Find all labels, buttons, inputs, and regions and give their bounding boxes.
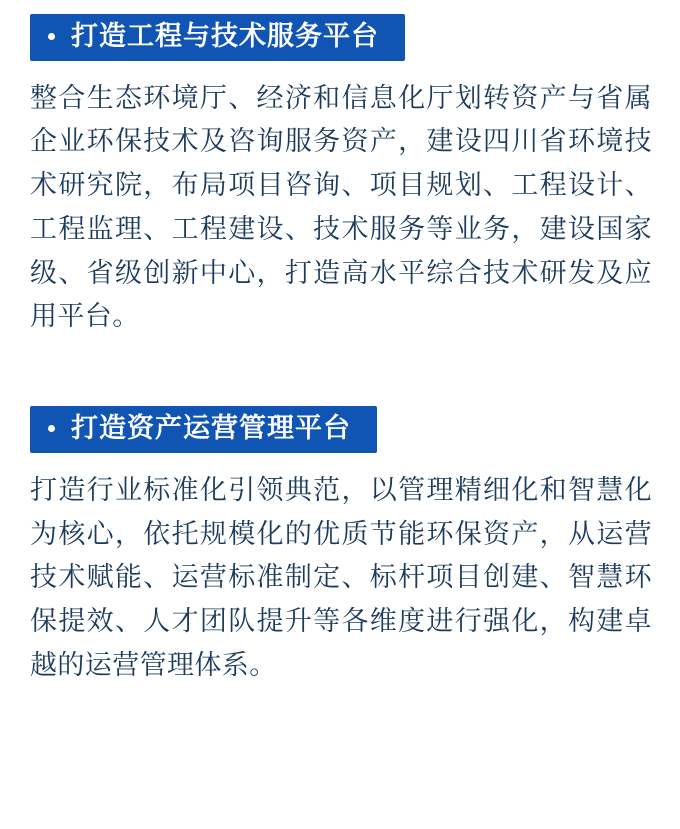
section-heading-2 bbox=[30, 406, 377, 453]
dot-icon bbox=[48, 33, 55, 40]
section-body-2: 打造行业标准化引领典范，以管理精细化和智慧化为核心，依托规模化的优质节能环保资产，从运营技术赋能、运营标准制定、标杆项目创建、智慧环保提效、人才团队提升等各维度进行强化，构建卓越的运营管理体系。 bbox=[30, 474, 652, 680]
section-heading-2-label: 打造资产运营管理平台 bbox=[71, 413, 351, 444]
section-asset-operation-management bbox=[30, 406, 652, 714]
section-engineering-tech-service bbox=[30, 14, 652, 366]
section-body-1: 整合生态环境厅、经济和信息化厅划转资产与省属企业环保技术及咨询服务资产，建设四川省环境技术研究院，布局项目咨询、项目规划、工程设计、工程监理、工程建设、技术服务等业务，建设国家级、省级创新中心，打造高水平综合技术研发及应用平台。 bbox=[30, 82, 652, 332]
section-heading-1 bbox=[30, 14, 405, 61]
section-heading-1-label: 打造工程与技术服务平台 bbox=[71, 21, 379, 51]
dot-icon bbox=[48, 425, 55, 432]
